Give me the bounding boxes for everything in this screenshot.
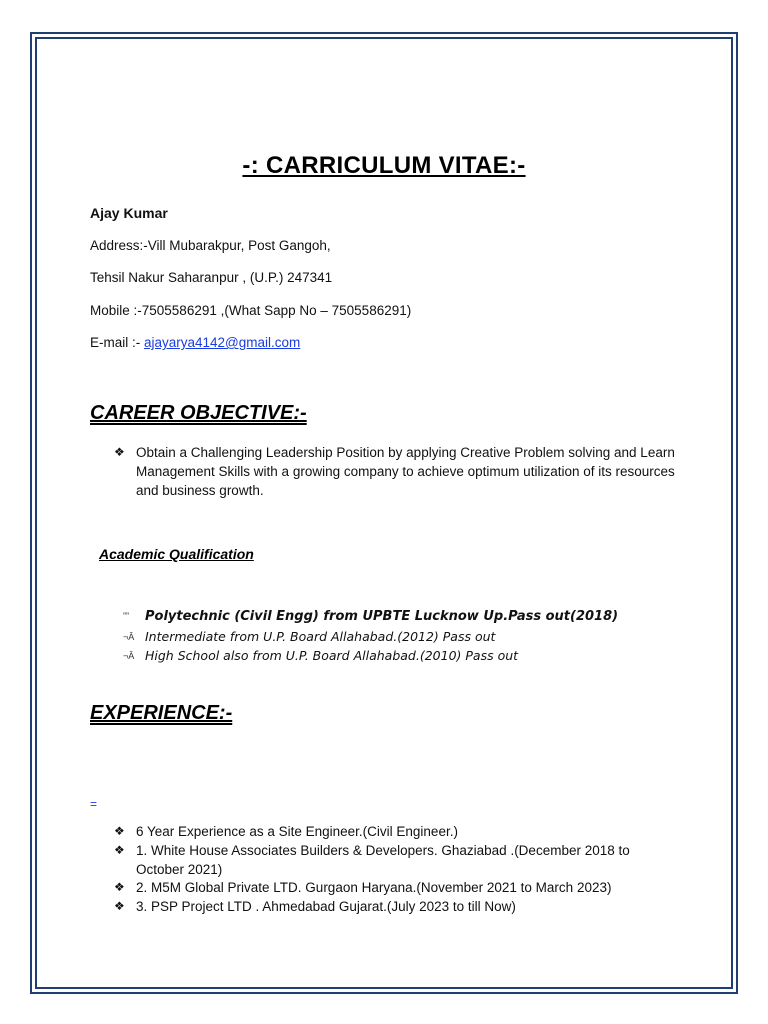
experience-heading: EXPERIENCE:-: [90, 702, 233, 724]
email-label: E-mail :-: [90, 335, 144, 350]
career-objective-text: Obtain a Challenging Leadership Position by applying Creative Problem solving and Learn Management Skills with a growing company to achieve optimum utilization of its resources and business growth.: [136, 445, 675, 498]
qualification-marker: ¬Â: [123, 632, 135, 642]
qualification-marker: ””: [123, 611, 129, 621]
experience-item: 6 Year Experience as a Site Engineer.(Civil Engineer.): [136, 824, 458, 839]
bullet-icon: ❖: [114, 899, 125, 913]
mobile-line: Mobile :-7505586291 ,(What Sapp No – 7505586291): [90, 303, 412, 318]
email-line: [90, 335, 300, 350]
qualification-item: Polytechnic (Civil Engg) from UPBTE Lucknow Up.Pass out(2018): [145, 609, 619, 624]
tehsil-line: Tehsil Nakur Saharanpur , (U.P.) 247341: [90, 270, 333, 285]
qualification-item: High School also from U.P. Board Allahabad.(2010) Pass out: [145, 648, 519, 663]
bullet-icon: ❖: [114, 843, 125, 857]
bullet-icon: ❖: [114, 880, 125, 894]
equals-mark: =: [90, 797, 98, 811]
experience-item: 2. M5M Global Private LTD. Gurgaon Haryana.(November 2021 to March 2023): [136, 880, 612, 895]
academic-heading: Academic Qualification: [99, 546, 254, 562]
bullet-icon: ❖: [114, 824, 125, 838]
candidate-name: Ajay Kumar: [90, 205, 168, 221]
qualification-marker: ¬Â: [123, 651, 135, 661]
experience-item: 1. White House Associates Builders & Developers. Ghaziabad .(December 2018 to October 2021): [136, 843, 630, 877]
qualification-item: Intermediate from U.P. Board Allahabad.(2012) Pass out: [145, 629, 496, 644]
document-title: -: CARRICULUM VITAE:-: [242, 152, 526, 179]
email-link[interactable]: ajayarya4142@gmail.com: [144, 335, 301, 350]
bullet-icon: ❖: [114, 445, 125, 459]
experience-item: 3. PSP Project LTD . Ahmedabad Gujarat.(July 2023 to till Now): [136, 899, 516, 914]
address-line: Address:-Vill Mubarakpur, Post Gangoh,: [90, 238, 331, 253]
career-objective-heading: CAREER OBJECTIVE:-: [90, 402, 307, 424]
